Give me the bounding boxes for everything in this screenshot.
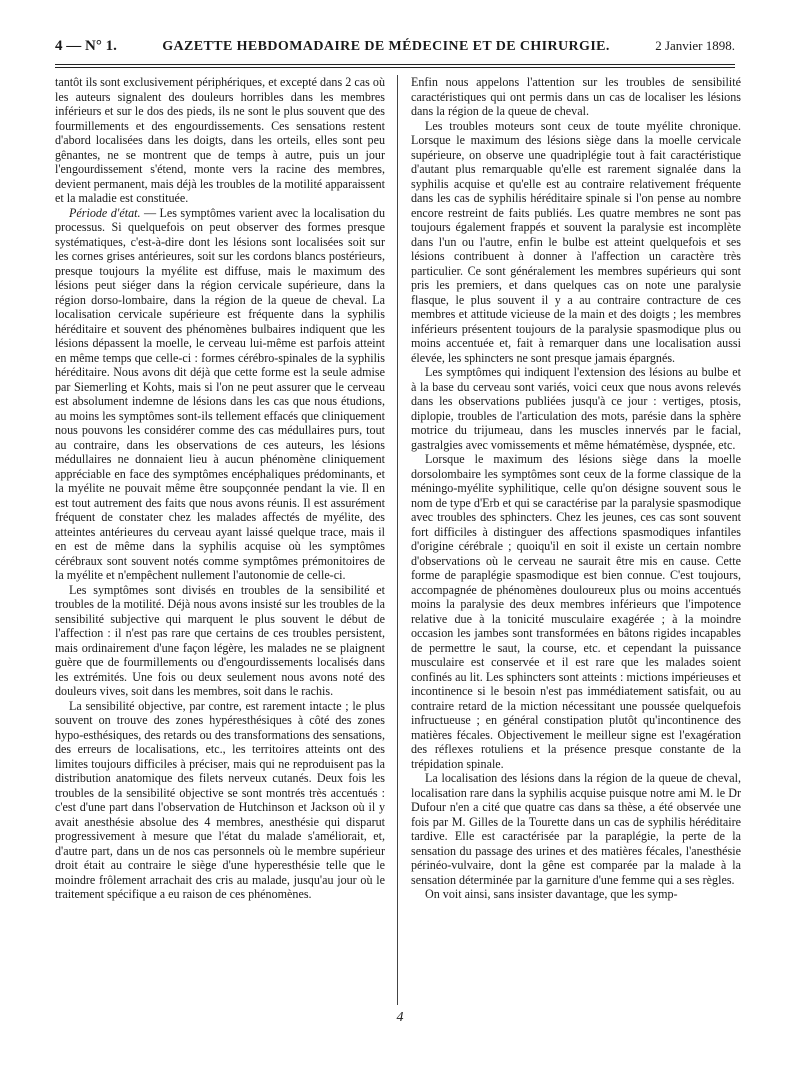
paragraph	[55, 206, 385, 583]
paragraph	[411, 365, 741, 452]
right-column	[411, 75, 741, 1020]
paragraph-text: La localisation des lésions dans la région de la queue de cheval, localisation rare dans la syphilis acquise puisque notre ami M. le Dr Dufour n'en a cité que quatre cas dans sa thèse, a été observée une fois par M. Gilles de la Tourette dans un cas de syphilis héréditaire tardive. Elle est caractérisée par la paraplégie, la perte de la sensation du passage des urines et des matières fécales, l'anesthésie périnéo-vulvaire, dont la gêne est comparée par la malade à la sensation déterminée par la garniture d'une femme qui a ses règles.	[411, 771, 741, 887]
paragraph-text: Les symptômes qui indiquent l'extension des lésions au bulbe et à la base du cerveau sont variés, voici ceux que nous avons relevés dans les observations publiées jusqu'à ce jour : vertiges, ptosis, diplopie, troubles de l'articulation des mots, parésie dans la sphère motrice du trijumeau, dans les muscles innervés par le facial, gastralgies avec vomissements et même hématémèse, dyspnée, etc.	[411, 365, 741, 452]
header-rule-thick	[55, 64, 735, 65]
paragraph	[55, 75, 385, 206]
paragraph-text: Les symptômes sont divisés en troubles de la sensibilité et troubles de la motilité. Déjà nous avons insisté sur les troubles de la sensibilité subjective qui marquent le plus souvent le début de l'affection : il n'est pas rare que certains de ces troubles persistent, mais ordinairement d'une façon légère, les malades ne se plaignent guère que de fourmillements ou d'engourdissements localisés dans les extrémités. Une fois ou deux seulement nous avons noté des douleurs vives, soit dans les membres, soit dans le rachis.	[55, 582, 385, 698]
paragraph-lead: Période d'état.	[69, 205, 141, 220]
header-rule-thin	[55, 67, 735, 68]
paragraph-text: La sensibilité objective, par contre, est rarement intacte ; le plus souvent on trouve des zones hypéresthésiques à côté des zones hypo-esthésiques, des retards ou des transformations des sensations, des erreurs de localisations, etc., les territoires atteints ont des limites toujours difficiles à préciser, mais qui ne reproduisent pas la distribution anatomique des filets nerveux cutanés. Deux fois les troubles de la sensibilité objective se sont montrés très accentués : c'est d'une part dans l'observation de Hutchinson et Jackson où il y avait anesthésie absolue des 4 membres, anesthésie qui disparut progressivement à mesure que l'état du malade s'améliorait, et, d'autre part, dans un de nos cas personnels où le membre supérieur droit était au contraire le siège d'une hyperesthésie telle que le moindre frôlement arrachait des cris au malade, jusqu'au jour où le traitement spécifique a eu raison de ces phénomènes.	[55, 698, 385, 901]
paragraph	[411, 452, 741, 771]
page-header	[55, 38, 735, 60]
paragraph-text: — Les symptômes varient avec la localisation du processus. Si quelquefois on peut observer des formes presque systématiques, c'est-à-dire dont les lésions sont localisées soit sur les cornes grises antérieures, soit sur les cordons blancs postérieurs, presque toujours la myélite est diffuse, mais le maximum des lésions peut siéger dans la région cervicale supérieure, dans la région dorso-lombaire, dans la région de la queue de cheval. La localisation cervicale supérieure est fréquente dans la syphilis héréditaire et souvent des phénomènes bulbaires indiquent que les lésions dépassent la moelle, le cerveau lui-même est parfois atteint en même temps que celle-ci : formes cérébro-spinales de la syphilis héréditaire. Nous avons dit déjà que cette forme est la seule admise par Siemerling et Kohts, mais si l'on ne peut assurer que le cerveau est absolument indemne de lésions dans les cas que nous étudions, au moins les symptômes sont-ils tellement effacés que cliniquement nous pouvons les considérer comme des cas médullaires purs, tout au contraire, dans les observations de ces auteurs, les lésions médullaires ne donnaient lieu à aucun phénomène cliniquement appréciable en face des symptômes encéphaliques prédominants, et la myélite ne pouvait même être soupçonnée pendant la vie. Il en est tout autrement des faits que nous avons réunis. Il est assurément fréquent de constater chez les malades affectés de myélite, des atteintes antérieures du cerveau ayant laissé quelque trace, mais il en est de même dans la syphilis acquise où les symptômes cérébraux sont souvent notés comme symptômes prémonitoires de la myélite et n'empêchent nullement l'autonomie de celle-ci.	[55, 205, 385, 582]
paragraph	[55, 699, 385, 902]
issue-date: 2 Janvier 1898.	[655, 38, 735, 53]
paragraph	[411, 119, 741, 366]
paragraph	[411, 771, 741, 887]
paragraph-text: Enfin nous appelons l'attention sur les troubles de sensibilité caractéristiques qui ont permis dans un cas de localiser les lésions dans la région de la queue de cheval.	[411, 75, 741, 118]
paragraph	[411, 887, 741, 902]
page-number: 4	[396, 1010, 404, 1025]
paragraph-text: Les troubles moteurs sont ceux de toute myélite chronique. Lorsque le maximum des lésions siège dans la moelle cervicale supérieure, on observe une quadriplégie tout à fait caractéristique d'autant plus remarquable qu'elle est rarement signalée dans la syphilis acquise et qu'elle est au contraire relativement fréquente dans les cas de syphilis héréditaire spinale si l'on pense au nombre encore restreint de faits publiés. Les quatre membres ne sont pas toujours également frappés et souvent la paralysie est incomplète dans l'un ou l'autre, enfin le bulbe est atteint quelquefois et ses lésions contribuent à donner à l'affection un caractère très particulier. Ce sont généralement les membres supérieurs qui sont pris les premiers, et dans quelques cas on note une paralysie flasque, le plus souvent il y a au contraire contracture de ces membres et attitude vicieuse de la main et des doigts ; les membres inférieurs présentent toujours de la paralysie spasmodique plus ou moins accentuée et, fait à remarquer dans une localisation aussi élevée, les sphincters ne sont presque jamais épargnés.	[411, 118, 741, 365]
column-divider	[397, 75, 398, 1005]
journal-title: GAZETTE HEBDOMADAIRE DE MÉDECINE ET DE CHIRURGIE.	[162, 39, 610, 54]
paragraph-text: tantôt ils sont exclusivement périphériques, et excepté dans 2 cas où les auteurs signalent des douleurs horribles dans les membres inférieurs et sur le dos des pieds, ils ne sont le plus souvent que des fourmillements et des engourdissements. Ces sensations restent d'abord localisées dans les doigts, dans les orteils, elles sont peu gênantes, ne se montrent que de temps à autre, puis un jour l'engourdissement s'étend, monte vers la racine des membres, devient permanent, mais déjà les troubles de la motilité apparaissent et la maladie est constituée.	[55, 75, 385, 205]
page-reference: 4 — N° 1.	[55, 38, 117, 54]
paragraph	[411, 75, 741, 119]
paragraph-text: On voit ainsi, sans insister davantage, que les symp-	[425, 887, 678, 901]
paragraph-text: Lorsque le maximum des lésions siège dans la moelle dorsolombaire les symptômes sont ceux de la forme classique de la méningo-myélite syphilitique, celle qu'on désigne souvent sous le nom de type d'Erb et qui se caractérise par la paralysie spasmodique avec troubles des sphincters. Chez les jeunes, ces cas sont souvent fort difficiles à distinguer des affections spasmodiques infantiles d'origine cérébrale ; quoiqu'il en soit il existe un certain nombre d'observations où le cerveau ne saurait être mis en cause. Cette forme de paraplégie spasmodique est bien connue. C'est toujours, accompagnée de phénomènes douloureux plus ou moins accentués moins la paralysie des deux membres inférieurs que l'impotence relative due à la tonicité musculaire exagérée ; à la moindre occasion les jambes sont transformées en bâtons rigides incapables de permettre le saut, la course, etc. et cependant la puissance musculaire est conservée et il est rare que les malades soient confinés au lit. Les sphincters sont atteints : mictions impérieuses et incontinence si le besoin n'est pas immédiatement satisfait, ou au contraire retard de la miction nécessitant une poussée quelquefois infructueuse ; en général constipation plutôt qu'incontinence des matières fécales. Objectivement le meilleur signe est l'exagération des réflexes rotuliens et la présence presque constante de la trépidation spinale.	[411, 452, 741, 771]
left-column	[55, 75, 385, 1020]
paragraph	[55, 583, 385, 699]
